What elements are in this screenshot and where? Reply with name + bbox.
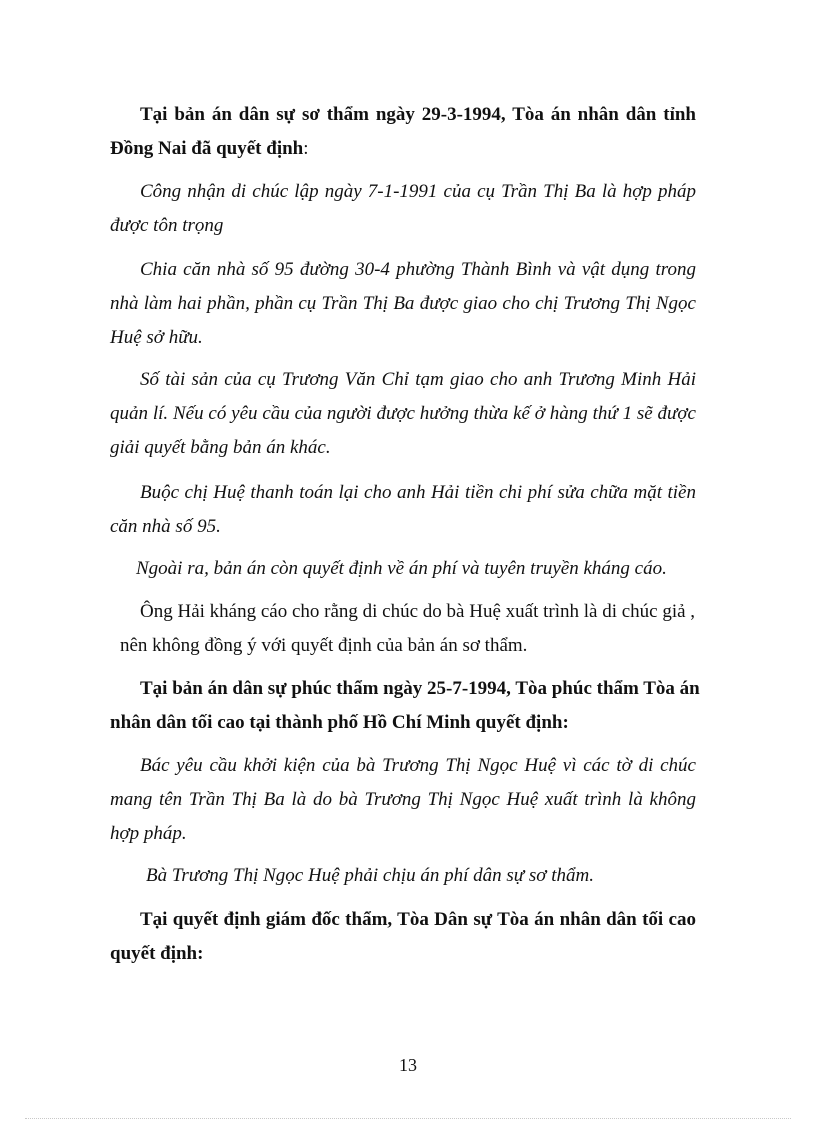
paragraph-1-colon: :	[303, 138, 309, 159]
paragraph-7-line-2: nên không đồng ý với quyết định của bản án sơ thẩm.	[120, 635, 528, 656]
paragraph-8-line-2: nhân dân tối cao tại thành phố Hồ Chí Minh quyết định:	[110, 712, 569, 733]
paragraph-3-line-3: Huệ sở hữu.	[110, 327, 203, 348]
paragraph-11-line-2: quyết định:	[110, 943, 204, 964]
paragraph-6-line-1: Ngoài ra, bản án còn quyết định về án phí và tuyên truyền kháng cáo.	[136, 558, 667, 579]
paragraph-5-line-2: căn nhà số 95.	[110, 516, 221, 537]
paragraph-4-line-3: giải quyết bằng bản án khác.	[110, 437, 331, 458]
paragraph-1-line-2	[110, 138, 696, 160]
bottom-divider	[25, 1118, 791, 1119]
paragraph-2-line-2: được tôn trọng	[110, 215, 224, 236]
page-number: 13	[399, 1055, 417, 1075]
paragraph-2-line-1: Công nhận di chúc lập ngày 7-1-1991 của cụ Trần Thị Ba là hợp pháp	[140, 181, 696, 202]
paragraph-9-line-2: mang tên Trần Thị Ba là do bà Trương Thị Ngọc Huệ xuất trình là không	[110, 789, 696, 810]
paragraph-5-line-1: Buộc chị Huệ thanh toán lại cho anh Hải tiền chi phí sửa chữa mặt tiền	[140, 482, 696, 503]
paragraph-8-line-1: Tại bản án dân sự phúc thẩm ngày 25-7-1994, Tòa phúc thẩm Tòa án	[140, 678, 700, 699]
paragraph-10-line-1: Bà Trương Thị Ngọc Huệ phải chịu án phí dân sự sơ thẩm.	[146, 865, 594, 886]
paragraph-9-line-3: hợp pháp.	[110, 823, 187, 844]
paragraph-3-line-2: nhà làm hai phần, phần cụ Trần Thị Ba được giao cho chị Trương Thị Ngọc	[110, 293, 696, 314]
paragraph-11-line-1: Tại quyết định giám đốc thẩm, Tòa Dân sự Tòa án nhân dân tối cao	[140, 909, 696, 930]
paragraph-3-line-1: Chia căn nhà số 95 đường 30-4 phường Thành Bình và vật dụng trong	[140, 259, 696, 280]
paragraph-7-line-1: Ông Hải kháng cáo cho rằng di chúc do bà Huệ xuất trình là di chúc giả ,	[140, 601, 696, 622]
paragraph-4-line-2: quản lí. Nếu có yêu cầu của người được hưởng thừa kế ở hàng thứ 1 sẽ được	[110, 403, 696, 424]
paragraph-9-line-1: Bác yêu cầu khởi kiện của bà Trương Thị Ngọc Huệ vì các tờ di chúc	[140, 755, 696, 776]
paragraph-1-bold-text: Đồng Nai đã quyết định	[110, 138, 304, 159]
paragraph-4-line-1: Số tài sản của cụ Trương Văn Chỉ tạm giao cho anh Trương Minh Hải	[140, 369, 696, 390]
paragraph-1-line-1: Tại bản án dân sự sơ thẩm ngày 29-3-1994, Tòa án nhân dân tỉnh	[140, 104, 696, 125]
